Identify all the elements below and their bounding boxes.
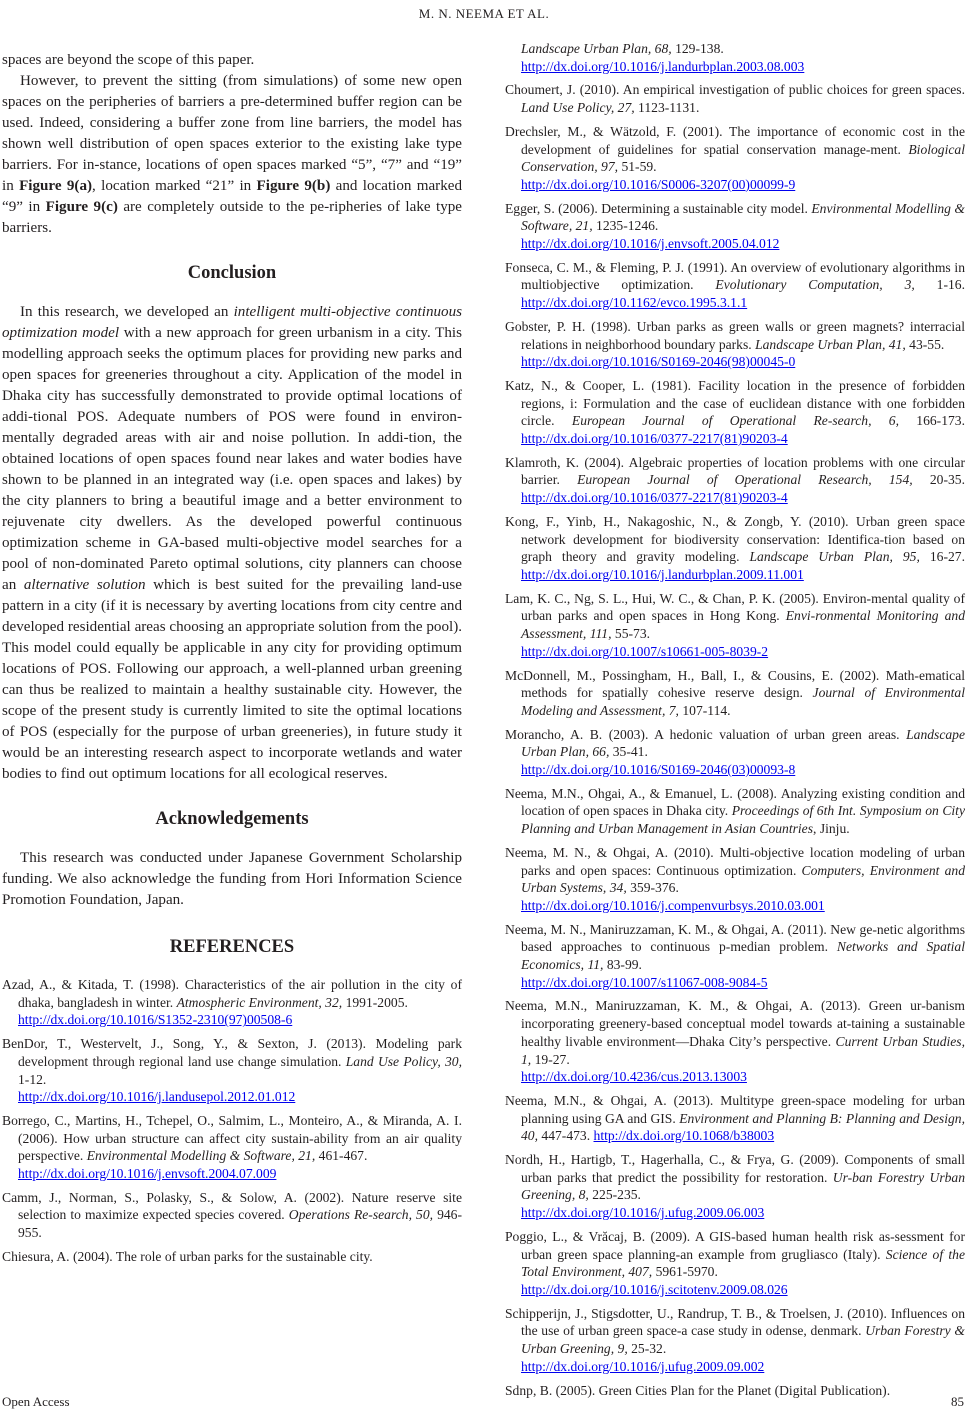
doi-link[interactable]: http://dx.doi.org/10.1016/S1352-2310(97)00508-6 [18, 1012, 293, 1028]
reference-entry: Fonseca, C. M., & Fleming, P. J. (1991). An overview of evolutionary algorithms in multiobjective optimization. Evolutionary Computation, 3, 1-16. http://dx.doi.org/10.1162/evco.1995.3.1.1 [505, 259, 965, 311]
doi-link[interactable]: http://dx.doi.org/10.1016/S0169-2046(98)00045-0 [521, 354, 796, 370]
doi-link[interactable]: http://dx.doi.org/10.1016/j.ufug.2009.09.002 [521, 1358, 765, 1374]
doi-link[interactable]: http://dx.doi.org/10.1162/evco.1995.3.1.1 [521, 295, 748, 311]
reference-entry: BenDor, T., Westervelt, J., Song, Y., & Sexton, J. (2013). Modeling park development through regional land use change simulation. Land Use Policy, 30, 1-12. http://dx.doi.org/10.1016/j.landusepol.2012.01.012 [2, 1036, 462, 1105]
paragraph: However, to prevent the sitting (from simulations) of some new open spaces on the peripheries of barriers a pre-determined buffer region can be used. Indeed, considering a buffer zone from line barriers, the model has shown well distribution of open spaces exterior to the existing lake type barriers. For in-stance, locations of open spaces marked “5”, “7” and “19” in Figure 9(a), location marked “21” in Figure 9(b) and location marked “9” in Figure 9(c) are completely outside to the pe-ripheries of lake type barriers. [2, 73, 463, 236]
doi-link[interactable]: http://dx.doi.org/10.1016/j.landusepol.2012.01.012 [18, 1089, 296, 1105]
reference-entry: McDonnell, M., Possingham, H., Ball, I., & Cousins, E. (2002). Math-ematical methods for spatially cohesive reserve design. Journal of Environmental Modeling and Assessment, 7, 107-114. [505, 667, 965, 718]
reference-entry: Nordh, H., Hartigb, T., Hagerhalla, C., & Frya, G. (2009). Components of small urban parks that predict the possibility for restoration. Ur-ban Forestry Urban Greening, 8, 225-235. http://dx.doi.org/10.1016/j.ufug.2009.06.003 [505, 1152, 965, 1221]
reference-entry: Katz, N., & Cooper, L. (1981). Facility location in the presence of forbidden regions, i: Formulation and the case of euclidean distance with one forbidden circle. European Journal of Operational Re-search, 6, 166-173. http://dx.doi.org/10.1016/0377-2217(81)90203-4 [505, 377, 966, 447]
acknowledgements-heading: Acknowledgements [155, 809, 309, 829]
reference-entry: Neema, M.N., & Ohgai, A. (2013). Multitype green-space modeling for urban planning using GA and GIS. Environment and Planning B: Planning and Design, 40, 447-473. http://dx.doi.org/10.1068/b38003 [505, 1092, 965, 1144]
reference-entry: Sdnp, B. (2005). Green Cities Plan for the Planet (Digital Publication). [505, 1382, 891, 1398]
left-column [2, 50, 462, 1272]
doi-link[interactable]: http://dx.doi.org/10.1016/j.envsoft.2004.07.009 [18, 1166, 277, 1182]
reference-entry: Landscape Urban Plan, 68, 129-138. http://dx.doi.org/10.1016/j.landurbplan.2003.08.003 [505, 40, 965, 75]
reference-entry: Neema, M. N., & Ohgai, A. (2010). Multi-objective location modeling of urban parks and open spaces: Continuous optimization. Computers, Environment and Urban Systems, 34, 359-376. http://dx.doi.org/10.1016/j.compenvurbsys.2010.03.001 [505, 844, 966, 913]
doi-link[interactable]: http://dx.doi.org/10.1016/j.ufug.2009.06.003 [521, 1205, 765, 1221]
reference-entry: Neema, M.N., Ohgai, A., & Emanuel, L. (2008). Analyzing existing condition and location of open spaces in Dhaka city. Proceedings of 6th Int. Symposium on City Planning and Urban Management in Asian Countries, Jinju. [505, 785, 965, 837]
reference-entry: Klamroth, K. (2004). Algebraic properties of location problems with one circular barrier. European Journal of Operational Research, 154, 20-35. http://dx.doi.org/10.1016/0377-2217(81)90203-4 [505, 454, 965, 506]
reference-entry: Poggio, L., & Vrăcaj, B. (2009). A GIS-based human health risk as-sessment for urban green space planning-an example from grugliasco (Italy). Science of the Total Environment, 407, 5961-5970. http://dx.doi.org/10.1016/j.scitotenv.2009.08.026 [505, 1228, 966, 1297]
reference-entry: Drechsler, M., & Wätzold, F. (2001). The importance of economic cost in the development of guidelines for spatial conservation manage-ment. Biological Conservation, 97, 51-59. http://dx.doi.org/10.1016/S0006-3207(00)00099-9 [505, 123, 965, 192]
reference-list-right [505, 40, 965, 1399]
doi-link[interactable]: http://dx.doi.org/10.1016/j.compenvurbsys.2010.03.001 [521, 897, 825, 913]
right-column [505, 40, 965, 1405]
doi-link[interactable]: http://dx.doi.org/10.1016/j.envsoft.2005.04.012 [521, 236, 780, 252]
reference-entry: Chiesura, A. (2004). The role of urban parks for the sustainable city. [2, 1248, 373, 1264]
doi-link[interactable]: http://dx.doi.org/10.1068/b38003 [593, 1128, 775, 1144]
figure-reference[interactable]: Figure 9(c) [45, 199, 118, 215]
paragraph: spaces are beyond the scope of this paper. [2, 52, 255, 68]
doi-link[interactable]: http://dx.doi.org/10.1007/s10661-005-8039-2 [521, 643, 769, 659]
reference-entry: Gobster, P. H. (1998). Urban parks as green walls or green magnets? interracial relations in neighborhood boundary parks. Landscape Urban Plan, 41, 43-55. http://dx.doi.org/10.1016/S0169-2046(98)00045-0 [505, 318, 965, 370]
conclusion-paragraph: In this research, we developed an intelligent multi-objective continuous optimization model with a new approach for green urbanism in a city. This modelling approach seeks the optimum places for providing new parks and open spaces for greeneries throughout a city. Application of the model in Dhaka city has successfully demonstrated to provide optimal locations of addi-tional POS. Adequate numbers of POS were found in environ-mentally degraded areas with air and noise pollution. In addi-tion, the obtained locations of open spaces found near lakes and water bodies have shown to be planned in an integrated way (i.e. open spaces and lakes) by the city planners to bring a beautiful image and a better environment to rejuvenate city dwellers. As the developed powerful continuous optimization scheme in GA-based multi-objective model searches for a pool of non-dominated Pareto optimal solutions, city planners can choose an alternative solution which is best suited for the prevailing land-use pattern in a city (if it is necessary by averting locations from city centre and developed residential areas choosing an appropriate solution from the pool). This model could equally be applicable in any city for providing optimum locations of POS. Following our approach, a well-planned urban greening can thus be realized to maintain a healthy sustainable city. However, the scope of the present study is currently limited to site the optimal locations of POS (especially for the purpose of urban greeneries), in future study it would be an interesting research aspect to incorporate wetlands and water bodies to find out optimum locations for all ecological reserves. [2, 304, 463, 782]
doi-link[interactable]: http://dx.doi.org/10.1016/S0169-2046(03)00093-8 [521, 762, 796, 778]
doi-link[interactable]: http://dx.doi.org/10.1016/j.landurbplan.2009.11.001 [521, 566, 804, 582]
acknowledgements-paragraph: This research was conducted under Japanese Government Scholarship funding. We also acknowledge the funding from Hori Information Science Promotion Foundation, Japan. [2, 850, 462, 908]
figure-reference[interactable]: Figure 9(a) [19, 178, 93, 194]
reference-entry: Schipperijn, J., Stigsdotter, U., Randrup, T. B., & Troelsen, J. (2010). Influences on the use of urban green space-a case study in odense, denmark. Urban Forestry & Urban Greening, 9, 25-32. http://dx.doi.org/10.1016/j.ufug.2009.09.002 [505, 1305, 965, 1374]
doi-link[interactable]: http://dx.doi.org/10.4236/cus.2013.13003 [521, 1069, 747, 1085]
reference-entry: Morancho, A. B. (2003). A hedonic valuation of urban green areas. Landscape Urban Plan, 66, 35-41. http://dx.doi.org/10.1016/S0169-2046(03)00093-8 [505, 726, 965, 778]
doi-link[interactable]: http://dx.doi.org/10.1016/S0006-3207(00)00099-9 [521, 176, 796, 192]
doi-link[interactable]: http://dx.doi.org/10.1016/j.landurbplan.2003.08.003 [521, 58, 805, 74]
reference-entry: Camm, J., Norman, S., Polasky, S., & Solow, A. (2002). Nature reserve site selection to maximize expected species covered. Operations Re-search, 50, 946-955. [2, 1189, 462, 1241]
reference-entry: Choumert, J. (2010). An empirical investigation of public choices for green spaces. Land Use Policy, 27, 1123-1131. [505, 82, 965, 116]
doi-link[interactable]: http://dx.doi.org/10.1007/s11067-008-9084-5 [521, 974, 768, 990]
references-heading: REFERENCES [169, 937, 295, 957]
reference-entry: Neema, M. N., Maniruzzaman, K. M., & Ohgai, A. (2011). New ge-netic algorithms based approaches to continuous p-median problem. Networks and Spatial Economics, 11, 83-99. http://dx.doi.org/10.1007/s11067-008-9084-5 [505, 921, 965, 990]
running-head: M. N. NEEMA ET AL. [418, 6, 550, 21]
figure-reference[interactable]: Figure 9(b) [256, 178, 331, 194]
reference-entry: Egger, S. (2006). Determining a sustainable city model. Environmental Modelling & Software, 21, 1235-1246. http://dx.doi.org/10.1016/j.envsoft.2005.04.012 [505, 200, 965, 252]
footer-open-access: Open Access [2, 1394, 70, 1409]
doi-link[interactable]: http://dx.doi.org/10.1016/0377-2217(81)90203-4 [521, 490, 788, 506]
reference-entry: Lam, K. C., Ng, S. L., Hui, W. C., & Chan, P. K. (2005). Environ-mental quality of urban parks and open spaces in Hong Kong. Envi-ronmental Monitoring and Assessment, 111, 55-73. http://dx.doi.org/10.1007/s10661-005-8039-2 [505, 590, 965, 659]
reference-entry: Azad, A., & Kitada, T. (1998). Characteristics of the air pollution in the city of dhaka, bangladesh in winter. Atmospheric Environment, 32, 1991-2005. http://dx.doi.org/10.1016/S1352-2310(97)00508-6 [2, 977, 462, 1028]
reference-entry: Kong, F., Yinb, H., Nakagoshic, N., & Zongb, Y. (2010). Urban green space network development for biodiversity conservation: Identifica-tion based on graph theory and gravity modeling. Landscape Urban Plan, 95, 16-27. http://dx.doi.org/10.1016/j.landurbplan.2009.11.001 [505, 513, 965, 582]
doi-link[interactable]: http://dx.doi.org/10.1016/0377-2217(81)90203-4 [521, 431, 788, 447]
page-number: 85 [951, 1394, 964, 1409]
reference-list-left [2, 976, 462, 1266]
conclusion-heading: Conclusion [187, 263, 277, 283]
doi-link[interactable]: http://dx.doi.org/10.1016/j.scitotenv.2009.08.026 [521, 1282, 788, 1297]
reference-entry: Neema, M.N., Maniruzzaman, K. M., & Ohgai, A. (2013). Green ur-banism incorporating greenery-based conceptual model towards at-taining a sustainable healthy livable environment—Dhaka City’s perspective. Current Urban Studies, 1, 19-27. http://dx.doi.org/10.4236/cus.2013.13003 [505, 998, 965, 1085]
reference-entry: Borrego, C., Martins, H., Tchepel, O., Salmim, L., Monteiro, A., & Miranda, A. I. (2006). How urban structure can affect city sustain-ability from an air quality perspective. Environmental Modelling & Software, 21, 461-467. http://dx.doi.org/10.1016/j.envsoft.2004.07.009 [2, 1112, 462, 1182]
